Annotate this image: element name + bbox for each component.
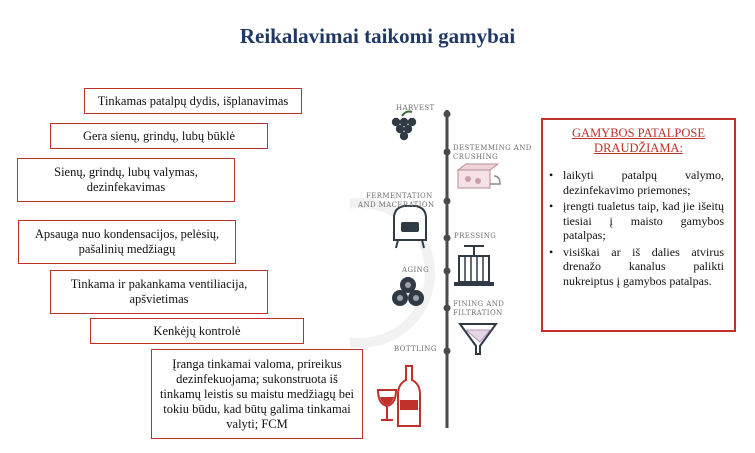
requirement-box-1: Tinkamas patalpų dydis, išplanavimas [84, 88, 302, 114]
prohibited-title-line-2: DRAUDŽIAMA: [594, 141, 683, 155]
prohibited-item-3: • visiškai ar iš dalies atvirus drenažo kanalus palikti nukreiptus į gamybos patalpas. [549, 245, 724, 289]
crusher-icon [458, 164, 500, 188]
prohibited-title-line-1: GAMYBOS PATALPOSE [572, 126, 705, 140]
timeline-node-bottling [444, 348, 451, 355]
step-label-fermentation-2: AND MACERATION [358, 201, 435, 209]
timeline-node-pressing [444, 235, 451, 242]
prohibited-box [541, 118, 736, 332]
step-label-destemming-1: DESTEMMING AND [453, 144, 532, 152]
step-label-bottling: BOTTLING [394, 345, 437, 353]
wine-process-timeline [350, 88, 540, 448]
timeline-node-fining [444, 305, 451, 312]
prohibited-item-2: • įrengti tualetus taip, kad jie išeitų tiesiai į maisto gamybos patalpas; [549, 199, 724, 243]
requirement-box-3: Sienų, grindų, lubų valymas, dezinfekavimas [17, 158, 235, 202]
step-label-harvest: HARVEST [396, 104, 435, 112]
step-label-destemming-2: CRUSHING [453, 153, 499, 161]
timeline-node-destemming [444, 149, 451, 156]
timeline-node-aging [444, 268, 451, 275]
press-icon [454, 246, 494, 286]
requirement-box-2: Gera sienų, grindų, lubų būklė [50, 123, 268, 149]
step-label-aging: AGING [402, 266, 430, 274]
step-label-fining-1: FINING AND [453, 300, 505, 308]
prohibited-list [549, 168, 724, 288]
requirement-box-5: Tinkama ir pakankama ventiliacija, apšvietimas [50, 270, 268, 314]
page-title: Reikalavimai taikomi gamybai [239, 24, 516, 48]
bottle-and-glass-icon [378, 366, 420, 426]
requirement-box-4: Apsauga nuo kondensacijos, pelėsių, pašalinių medžiagų [18, 220, 236, 264]
grapes-icon [392, 112, 416, 141]
prohibited-item-1: • laikyti patalpų valymo, dezinfekavimo priemones; [549, 168, 724, 197]
timeline-node-harvest [444, 111, 451, 118]
barrels-icon [392, 277, 424, 306]
timeline-graphic [350, 88, 540, 448]
requirement-box-6: Kenkėjų kontrolė [90, 318, 304, 344]
step-label-pressing: PRESSING [454, 232, 497, 240]
requirement-box-7: Įranga tinkamai valoma, prireikus dezinfekuojama; sukonstruota iš tinkamų leistis su maistu medžiagų bei tokiu būdu, kad būtų galima tinkamai valyti; FCM [151, 349, 363, 439]
timeline-node-fermentation [444, 198, 451, 205]
filter-funnel-icon [460, 324, 496, 354]
step-label-fermentation-1: FERMENTATION [366, 192, 433, 200]
prohibited-title [543, 126, 734, 156]
step-label-fining-2: FILTRATION [453, 309, 503, 317]
